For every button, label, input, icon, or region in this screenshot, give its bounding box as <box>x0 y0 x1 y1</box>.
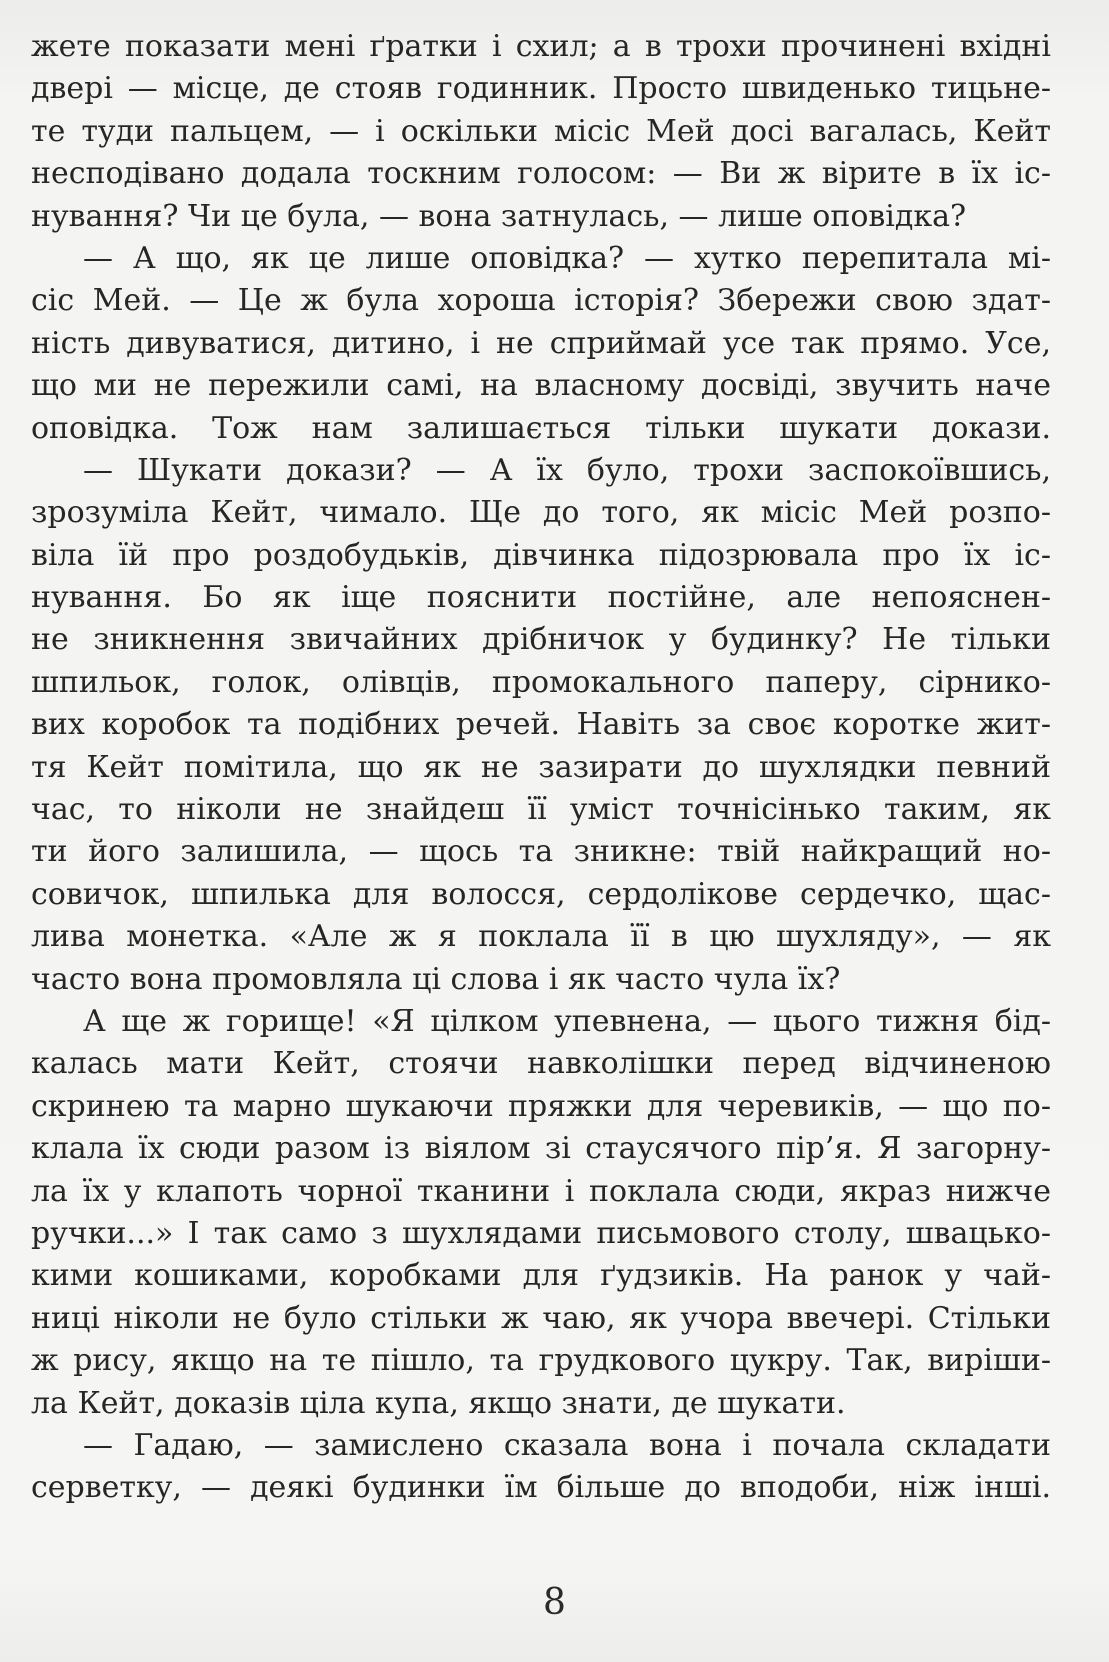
text-line: калась мати Кейт, стоячи навколішки перед відчиненою <box>31 1046 1051 1082</box>
text-line: клала їх сюди разом із віялом зі стаусячого пір’я. Я загорну- <box>31 1131 1051 1167</box>
body-text <box>31 26 1051 1510</box>
text-line: зрозуміла Кейт, чимало. Ще до того, як місіс Мей розпо- <box>31 495 1051 531</box>
text-line: ти його залишила, — щось та зникне: твій найкращий но- <box>31 834 1051 870</box>
text-line: несподівано додала тоскним голосом: — Ви ж вірите в їх іс- <box>31 156 1051 192</box>
text-line: совичок, шпилька для волосся, сердолікове сердечко, щас- <box>31 876 1051 912</box>
text-line: ла Кейт, доказів ціла купа, якщо знати, де шукати. <box>31 1385 846 1421</box>
text-line: жете показати мені ґратки і схил; а в трохи прочинені вхідні <box>31 29 1051 64</box>
text-line: ність дивуватися, дитино, і не сприймай усе так прямо. Усе, <box>31 325 1051 361</box>
text-line: кими кошиками, коробками для ґудзиків. На ранок у чай- <box>31 1258 1051 1294</box>
text-line: — Шукати докази? — А їх було, трохи заспокоївшись, <box>83 452 1051 488</box>
text-line: А ще ж горище! «Я цілком упевнена, — цього тижня бід- <box>83 1003 1051 1039</box>
text-line: не зникнення звичайних дрібничок у будинку? Не тільки <box>31 622 1051 658</box>
text-line: оповідка. Тож нам залишається тільки шукати докази. <box>31 410 1051 446</box>
text-line: — Гадаю, — замислено сказала вона і почала складати <box>83 1427 1051 1463</box>
text-line: серветку, — деякі будинки їм більше до вподоби, ніж інші. <box>31 1470 1051 1506</box>
text-line: ж рису, якщо на те пішло, та грудкового цукру. Так, виріши- <box>31 1343 1051 1379</box>
text-line: — А що, як це лише оповідка? — хутко перепитала мі- <box>83 240 1051 276</box>
text-line: тя Кейт помітила, що як не зазирати до шухлядки певний <box>31 749 1051 785</box>
text-line: скринею та марно шукаючи пряжки для черевиків, — що по- <box>31 1088 1051 1124</box>
text-line: лива монетка. «Але ж я поклала її в цю шухляду», — як <box>31 919 1051 955</box>
text-line: шпильок, голок, олівців, промокального паперу, сірнико- <box>31 664 1051 700</box>
text-line: нування? Чи це була, — вона затнулась, — лише оповідка? <box>31 198 967 234</box>
text-line: сіс Мей. — Це ж була хороша історія? Збережи свою здат- <box>31 283 1051 319</box>
text-line: вих коробок та подібних речей. Навіть за своє коротке жит- <box>31 707 1051 743</box>
text-line: що ми не пережили самі, на власному досвіді, звучить наче <box>31 368 1051 404</box>
text-line: ниці ніколи не було стільки ж чаю, як учора ввечері. Стільки <box>31 1300 1051 1336</box>
text-line: ручки...» І так само з шухлядами письмового столу, швацько- <box>31 1215 1051 1251</box>
text-line: час, то ніколи не знайдеш її уміст точнісінько таким, як <box>31 792 1051 828</box>
page-number: 8 <box>543 1582 566 1623</box>
text-line: часто вона промовляла ці слова і як часто чула їх? <box>31 961 841 997</box>
text-line: двері — місце, де стояв годинник. Просто швиденько тицьне- <box>31 71 1051 107</box>
text-line: нування. Бо як іще пояснити постійне, але непояснен- <box>31 580 1051 616</box>
text-line: те туди пальцем, — і оскільки місіс Мей досі вагалась, Кейт <box>31 113 1051 149</box>
text-line: ла їх у клапоть чорної тканини і поклала сюди, якраз нижче <box>31 1173 1051 1209</box>
text-line: віла їй про роздобудьків, дівчинка підозрювала про їх іс- <box>31 537 1051 573</box>
